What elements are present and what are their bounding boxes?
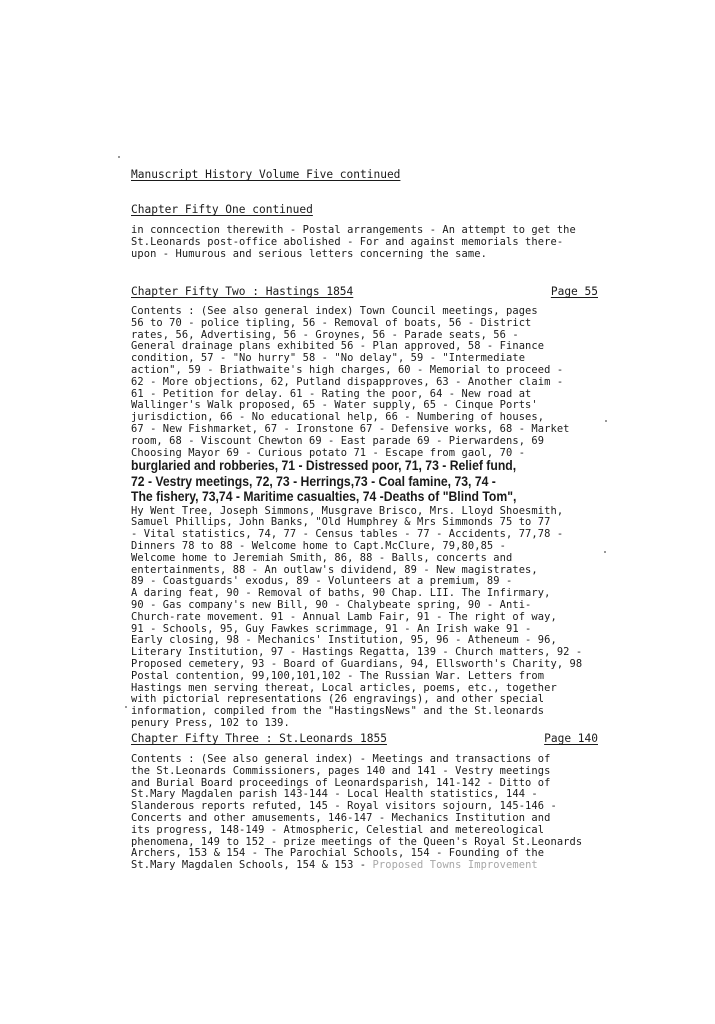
contents-line-text: St.Mary Magdalen Schools, 154 & 153 - — [131, 859, 373, 872]
contents-line: Early closing, 98 - Mechanics' Institution, 95, 96 - Atheneum - 96, — [131, 634, 557, 647]
contents-line: 91 - Schools, 95, Guy Fawkes scrimmage, 91 - An Irish wake 91 - — [131, 622, 532, 635]
scan-speck — [605, 420, 607, 422]
contents-line-large: The fishery, 73,74 - Maritime casualties, 74 -Deaths of "Blind Tom", — [131, 489, 517, 506]
contents-line: phenomena, 149 to 152 - prize meetings of the Queen's Royal St.Leonards — [131, 835, 583, 848]
contents-line: Hy Went Tree, Joseph Simmons, Musgrave Brisco, Mrs. Lloyd Shoesmith, — [131, 504, 564, 517]
contents-line: Postal contention, 99,100,101,102 - The Russian War. Letters from — [131, 669, 545, 682]
contents-line: the St.Leonards Commissioners, pages 140 and 141 - Vestry meetings — [131, 764, 551, 777]
contents-line: 90 - Gas company's new Bill, 90 - Chalybeate spring, 90 - Anti- — [131, 598, 532, 611]
contents-line: its progress, 148-149 - Atmospheric, Celestial and metereological — [131, 823, 545, 836]
contents-line: 56 to 70 - police tipling, 56 - Removal of boats, 56 - District — [131, 316, 532, 329]
contents-line: Hastings men serving thereat, Local articles, poems, etc., together — [131, 681, 557, 694]
contents-line: jurisdiction, 66 - No educational help, 66 - Numbering of houses, — [131, 411, 545, 424]
contents-line: Concerts and other amusements, 146-147 - Mechanics Institution and — [131, 811, 551, 824]
chapter-52-contents — [131, 306, 582, 730]
chapter-53-title: Chapter Fifty Three : St.Leonards 1855 — [131, 732, 387, 745]
chapter-52-title: Chapter Fifty Two : Hastings 1854 — [131, 285, 354, 298]
text-line: in conncection therewith - Postal arrangements - An attempt to get the — [131, 224, 576, 236]
chapter-51-title: Chapter Fifty One continued — [131, 203, 313, 216]
chapter-52-heading — [131, 285, 598, 298]
manuscript-heading-text: Manuscript History Volume Five continued — [131, 168, 401, 181]
contents-line: and Burial Board proceedings of Leonardsparish, 141-142 - Ditto of — [131, 776, 551, 789]
contents-line: entertainments, 88 - An outlaw's dividend, 89 - New magistrates, — [131, 563, 538, 576]
contents-line: Proposed cemetery, 93 - Board of Guardians, 94, Ellsworth's Charity, 98 — [131, 657, 583, 670]
contents-line: Slanderous reports refuted, 145 - Royal visitors sojourn, 145-146 - — [131, 800, 557, 813]
contents-line: Samuel Phillips, John Banks, "Old Humphrey & Mrs Simmonds 75 to 77 — [131, 516, 551, 529]
contents-line: St.Mary Magdalen parish 143-144 - Local Health statistics, 144 - — [131, 788, 538, 801]
contents-line: General drainage plans exhibited 56 - Plan approved, 58 - Finance — [131, 340, 545, 353]
chapter-51-text — [131, 225, 576, 260]
contents-line: Dinners 78 to 88 - Welcome home to Capt.McClure, 79,80,85 - — [131, 539, 506, 552]
contents-line: information, compiled from the "HastingsNews" and the St.leonards — [131, 705, 545, 718]
contents-line — [131, 860, 582, 872]
contents-line: 62 - More objections, 62, Putland dispapproves, 63 - Another claim - — [131, 375, 564, 388]
chapter-53-page-number: Page 140 — [544, 732, 598, 745]
contents-line: 61 - Petition for delay. 61 - Rating the poor, 64 - New road at — [131, 387, 532, 400]
contents-line: condition, 57 - "No hurry" 58 - "No delay", 59 - "Intermediate — [131, 352, 526, 365]
scan-speck — [125, 706, 127, 708]
contents-line: Choosing Mayor 69 - Curious potato 71 - Escape from gaol, 70 - — [131, 446, 526, 459]
contents-line: Literary Institution, 97 - Hastings Regatta, 139 - Church matters, 92 - — [131, 646, 583, 659]
chapter-53-heading — [131, 732, 598, 745]
contents-line: - Vital statistics, 74, 77 - Census tables - 77 - Accidents, 77,78 - — [131, 528, 564, 541]
text-line: St.Leonards post-office abolished - For and against memorials there- — [131, 235, 564, 248]
contents-line: penury Press, 102 to 139. — [131, 716, 290, 729]
contents-line: room, 68 - Viscount Chewton 69 - East parade 69 - Pierwardens, 69 — [131, 434, 545, 447]
contents-line: Contents : (See also general index) Town Council meetings, pages — [131, 305, 538, 317]
manuscript-heading — [131, 168, 400, 181]
contents-line: rates, 56, Advertising, 56 - Groynes, 56 - Parade seats, 56 - — [131, 328, 519, 341]
contents-line: Archers, 153 & 154 - The Parochial Schools, 154 - Founding of the — [131, 847, 545, 860]
contents-line-large: burglaried and robberies, 71 - Distressed poor, 71, 73 - Relief fund, — [131, 458, 517, 475]
contents-line: 89 - Coastguards' exodus, 89 - Volunteers at a premium, 89 - — [131, 575, 513, 588]
chapter-51-heading — [131, 203, 313, 216]
contents-line: with pictorial representations (26 engravings), and other special — [131, 693, 545, 706]
scan-speck — [604, 551, 606, 553]
contents-line: Contents : (See also general index) - Meetings and transactions of — [131, 753, 551, 765]
contents-line: A daring feat, 90 - Removal of baths, 90 Chap. LII. The Infirmary, — [131, 587, 551, 600]
scan-speck — [118, 156, 120, 158]
contents-line: action", 59 - Briathwaite's high charges, 60 - Memorial to proceed - — [131, 363, 564, 376]
chapter-52-page-number: Page 55 — [550, 285, 598, 298]
contents-line: Welcome home to Jeremiah Smith, 86, 88 - Balls, concerts and — [131, 551, 513, 564]
text-line: upon - Humurous and serious letters concerning the same. — [131, 247, 487, 260]
contents-line: 67 - New Fishmarket, 67 - Ironstone 67 - Defensive works, 68 - Market — [131, 422, 570, 435]
faded-text: Proposed Towns Improvement — [372, 859, 538, 872]
contents-line-large: 72 - Vestry meetings, 72, 73 - Herrings,73 - Coal famine, 73, 74 - — [131, 473, 496, 490]
chapter-53-contents — [131, 754, 582, 872]
contents-line: Wallinger's Walk proposed, 65 - Water supply, 65 - Cinque Ports' — [131, 399, 538, 412]
contents-line: Church-rate movement. 91 - Annual Lamb Fair, 91 - The right of way, — [131, 610, 557, 623]
